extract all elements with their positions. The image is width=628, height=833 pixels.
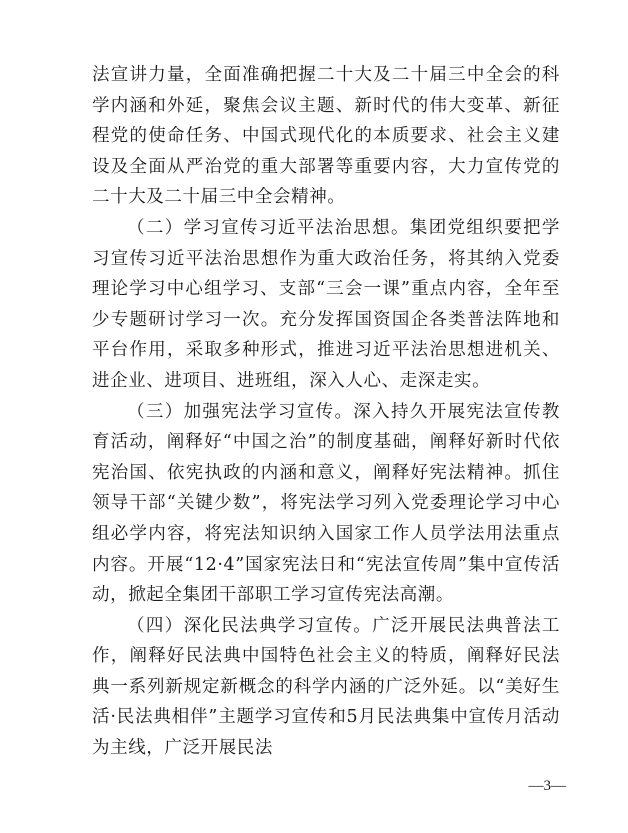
paragraph-section-2: （二）学习宣传习近平法治思想。集团党组织要把学习宣传习近平法治思想作为重大政治任务，将其纳入党委理论学习中心组学习、支部“三会一课”重点内容，全年至少专题研讨学习一次。充分发挥国资国企各类普法阵地和平台作用，采取多种形式，推进习近平法治思想进机关、进企业、进项目、进班组，深入人心、走深走实。 bbox=[92, 217, 560, 391]
paragraph-section-3: （三）加强宪法学习宣传。深入持久开展宪法宣传教育活动，阐释好“中国之治”的制度基础，阐释好新时代依宪治国、依宪执政的内涵和意义，阐释好宪法精神。抓住领导干部“关键少数”，将宪法学习列入党委理论学习中心组必学内容，将宪法知识纳入国家工作人员学法用法重点内容。开展“12·4”国家宪法日和“宪法宣传周”集中宣传活动，掀起全集团干部职工学习宣传宪法高潮。 bbox=[92, 401, 560, 606]
document-body bbox=[92, 60, 560, 764]
paragraph-section-4: （四）深化民法典学习宣传。广泛开展民法典普法工作，阐释好民法典中国特色社会主义的特质，阐释好民法典一系列新规定新概念的科学内涵的广泛外延。以“美好生活·民法典相伴”主题学习宣传和5月民法典集中宣传月活动为主线，广泛开展民法 bbox=[92, 615, 560, 759]
paragraph-continuation: 法宣讲力量，全面准确把握二十大及二十届三中全会的科学内涵和外延，聚焦会议主题、新时代的伟大变革、新征程党的使命任务、中国式现代化的本质要求、社会主义建设及全面从严治党的重大部署等重要内容，大力宣传党的二十大及二十届三中全会精神。 bbox=[92, 65, 560, 208]
page-number: —3— bbox=[528, 778, 566, 794]
